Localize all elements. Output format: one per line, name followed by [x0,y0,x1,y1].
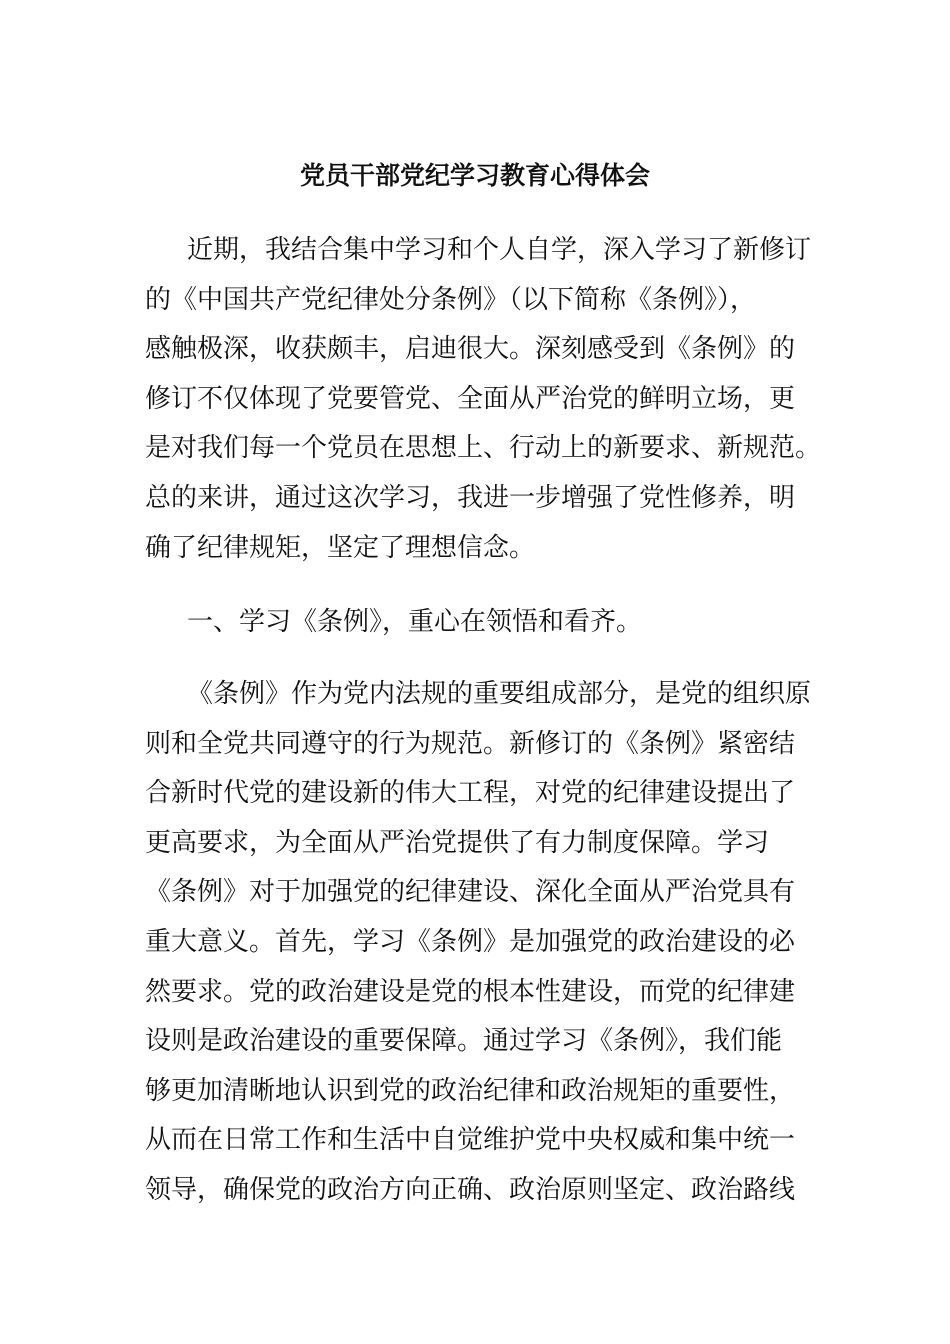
paragraph-line: 合新时代党的建设新的伟大工程，对党的纪律建设提出了 [145,778,796,809]
paragraph-line: 设则是政治建设的重要保障。通过学习《条例》，我们能 [145,1026,783,1057]
document-title: 党员干部党纪学习教育心得体会 [299,161,650,190]
paragraph-line: 《条例》对于加强党的纪律建设、深化全面从严治党具有 [145,877,796,908]
paragraph-line: 则和全党共同遵守的行为规范。新修订的《条例》紧密结 [145,728,796,759]
paragraph-line: 总的来讲，通过这次学习，我进一步增强了党性修养，明 [145,482,796,513]
paragraph-line: 领导，确保党的政治方向正确、政治原则坚定、政治路线 [145,1174,796,1205]
paragraph-line: 确了纪律规矩，坚定了理想信念。 [145,532,536,563]
paragraph-line: 近期，我结合集中学习和个人自学，深入学习了新修订 [187,235,812,265]
paragraph-line: 够更加清晰地认识到党的政治纪律和政治规矩的重要性， [145,1075,796,1106]
paragraph-line: 从而在日常工作和生活中自觉维护党中央权威和集中统一 [145,1125,796,1156]
paragraph-line: 修订不仅体现了党要管党、全面从严治党的鲜明立场，更 [145,383,796,414]
paragraph-line: 更高要求，为全面从严治党提供了有力制度保障。学习 [145,827,770,858]
paragraph-line: 的《中国共产党纪律处分条例》（以下简称《条例》）， [145,284,757,315]
paragraph-section-one [145,670,812,1216]
paragraph-intro [145,226,822,573]
paragraph-line: 感触极深，收获颇丰，启迪很大。深刻感受到《条例》的 [145,334,796,365]
paragraph-line: 是对我们每一个党员在思想上、行动上的新要求、新规范。 [145,433,822,464]
paragraph-line: 重大意义。首先，学习《条例》是加强党的政治建设的必 [145,926,796,957]
paragraph-line: 《条例》作为党内法规的重要组成部分，是党的组织原 [187,679,812,709]
section-heading-text: 一、学习《条例》，重心在领悟和看齐。 [187,607,643,637]
paragraph-line: 然要求。党的政治建设是党的根本性建设，而党的纪律建 [145,976,796,1007]
section-heading [145,598,805,648]
